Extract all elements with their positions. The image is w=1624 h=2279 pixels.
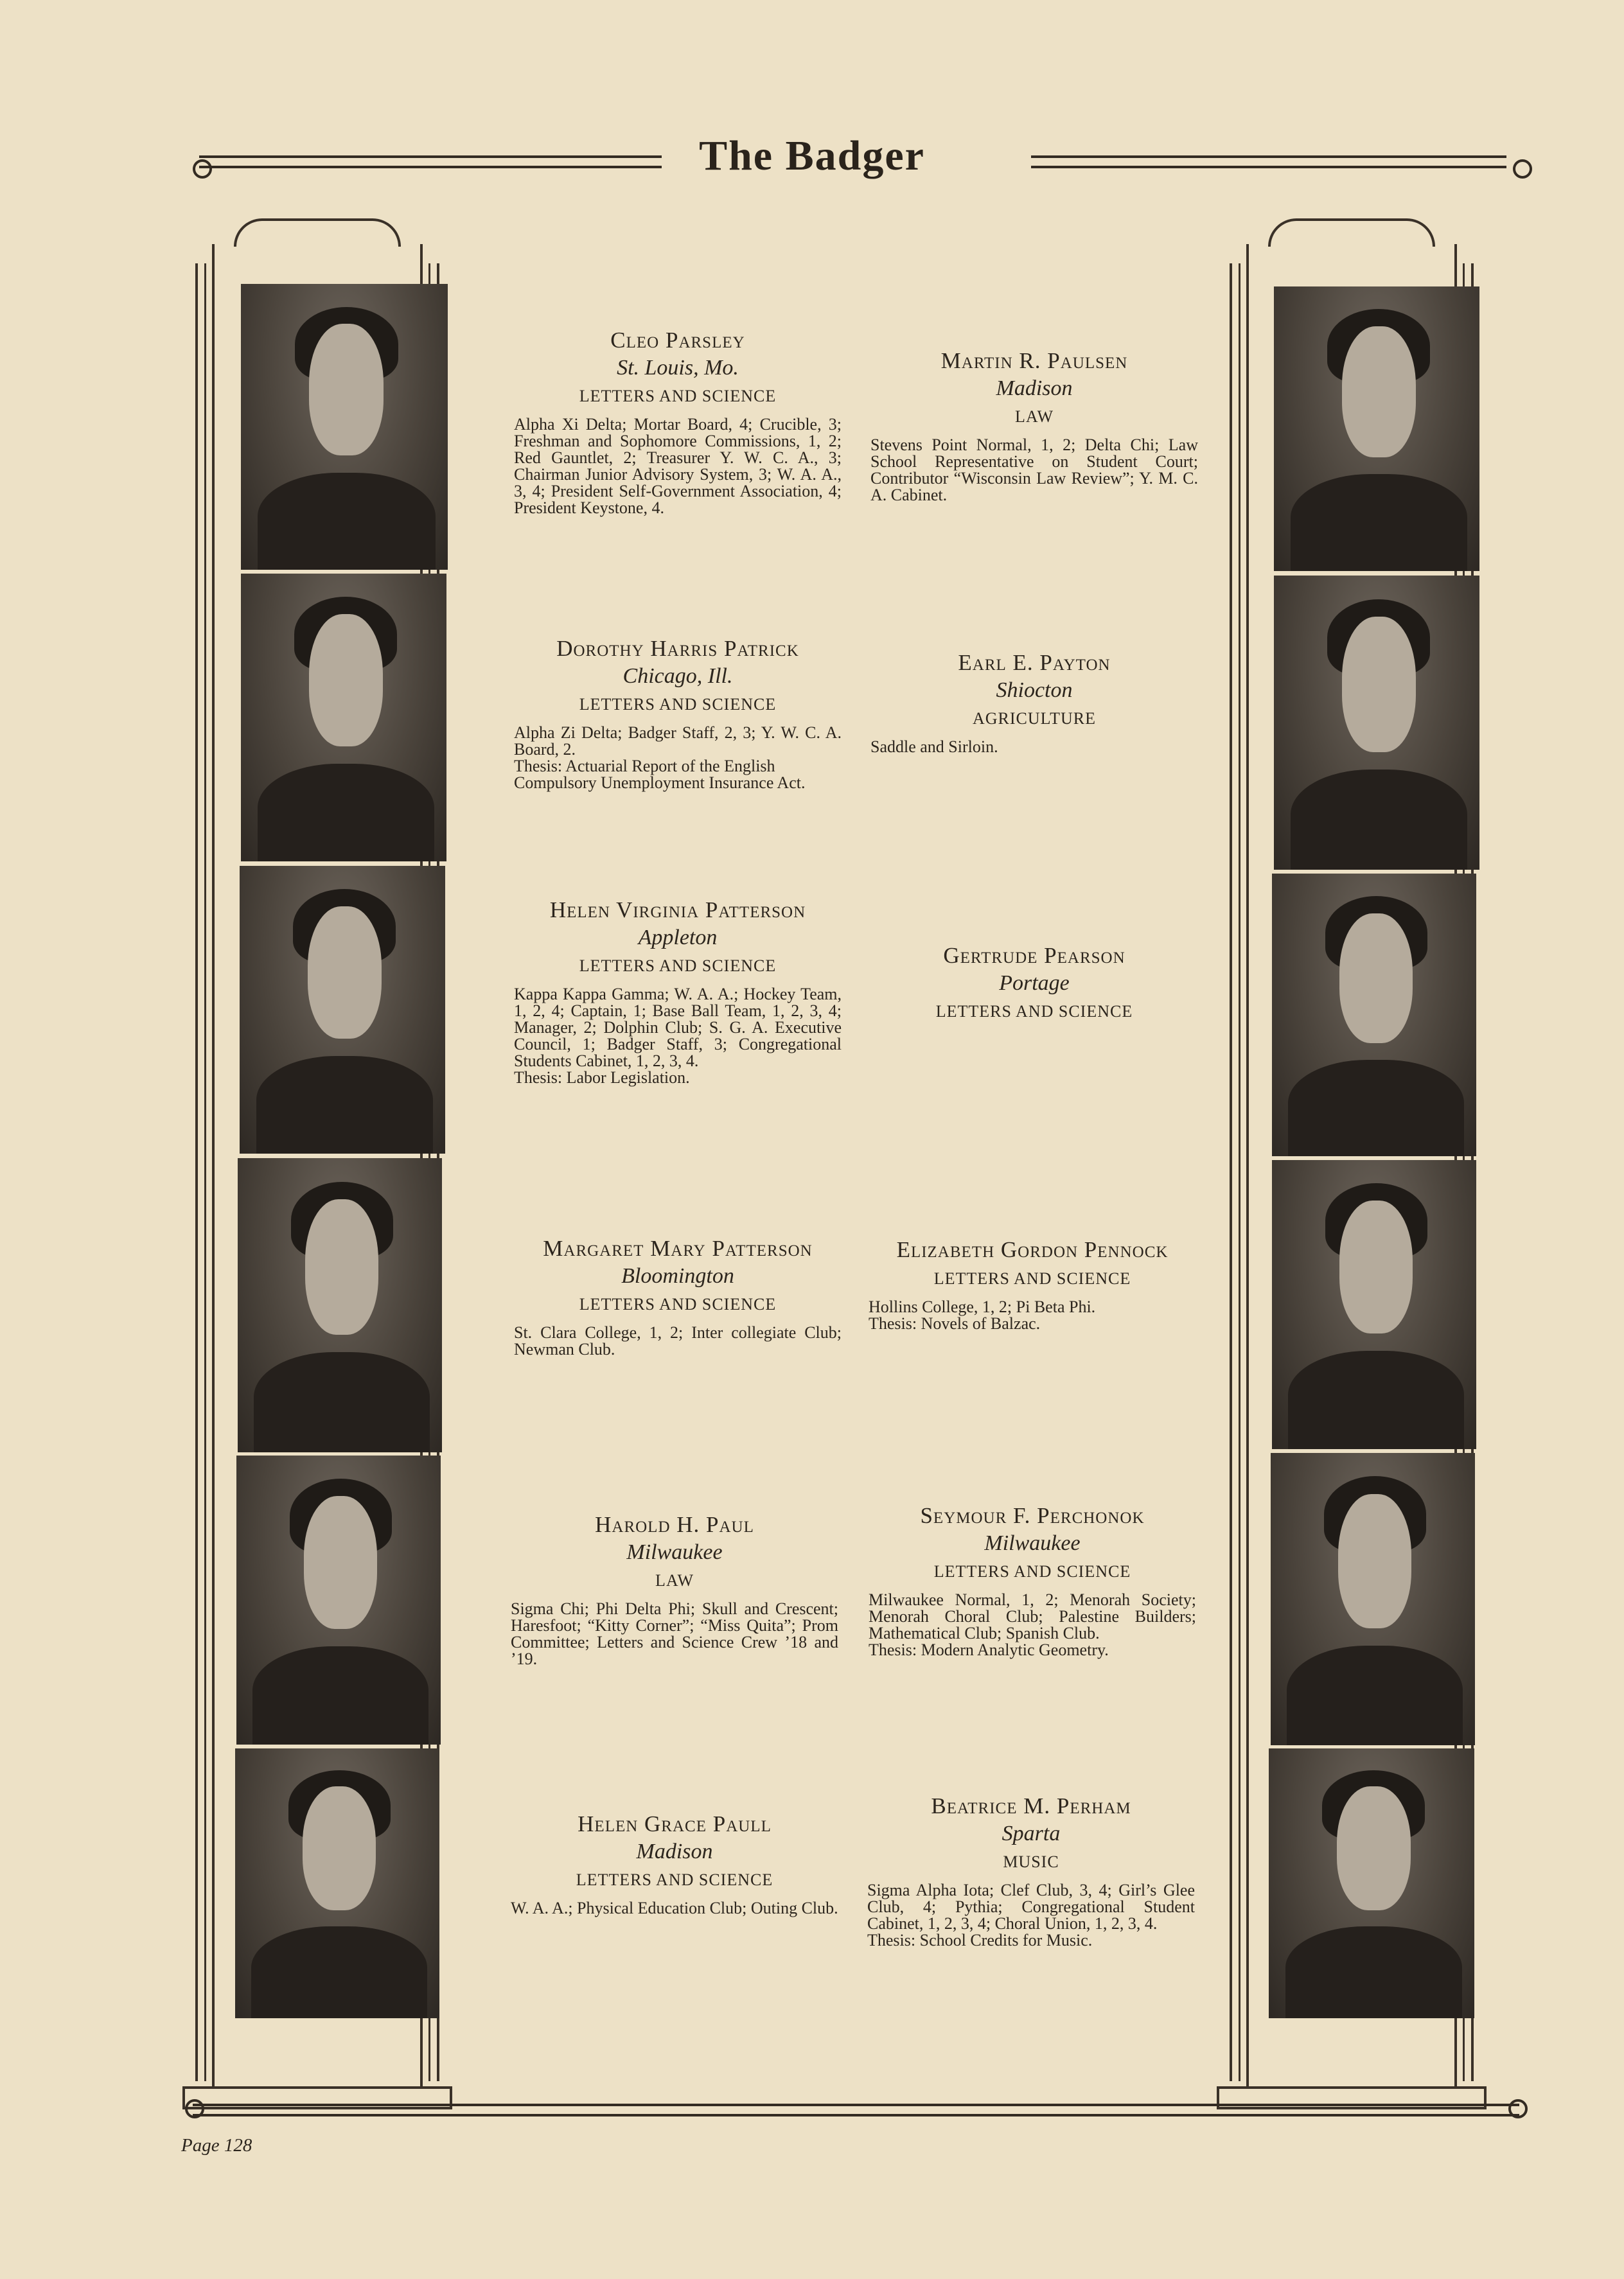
student-activities: W. A. A.; Physical Education Club; Outing Club. (511, 1899, 838, 1917)
student-name: Cleo Parsley (610, 328, 745, 353)
student-hometown: Appleton (638, 926, 718, 949)
student-name: Margaret Mary Patterson (543, 1236, 813, 1261)
student-hometown: Portage (999, 971, 1070, 995)
student-college: LETTERS AND SCIENCE (933, 1269, 1131, 1288)
student-hometown: Chicago, Ill. (622, 664, 733, 688)
student-college: LETTERS AND SCIENCE (579, 1295, 777, 1314)
student-hometown: Sparta (1002, 1822, 1061, 1845)
student-thesis: Thesis: Novels of Balzac. (869, 1314, 1041, 1333)
student-college: LETTERS AND SCIENCE (579, 956, 777, 975)
portrait-photo (240, 866, 445, 1154)
student-entry (869, 1236, 1196, 1332)
student-activities: Stevens Point Normal, 1, 2; Delta Chi; Law School Representative on Student Court; Contributor “Wisconsin Law Review”; Y. M. C. A. Cabinet. (870, 436, 1198, 504)
student-entry (870, 649, 1198, 755)
footer-rule (193, 2104, 1519, 2116)
student-activities: Alpha Xi Delta; Mortar Board, 4; Crucible, 3; Freshman and Sophomore Commissions, 1, 2; Red Gauntlet, 2; Treasurer Y. W. C. A., 3; Chairman Junior Advisory System, 3; W. A. A., 3, 4; President Self-Government Association, 4; President Keystone, 4. (514, 415, 842, 517)
student-entry (514, 896, 842, 1086)
portrait-photo (1271, 1453, 1475, 1745)
student-name: Harold H. Paul (595, 1512, 754, 1537)
portrait-photo (241, 574, 446, 861)
student-college: MUSIC (1003, 1852, 1059, 1871)
frame-cap (234, 218, 401, 247)
portrait-photo (1269, 1748, 1474, 2018)
student-name: Beatrice M. Perham (931, 1793, 1131, 1818)
student-hometown: Shiocton (996, 678, 1073, 702)
student-activities: Sigma Alpha Iota; Clef Club, 3, 4; Girl’s Glee Club, 4; Pythia; Congregational Student Cabinet, 1, 2, 3, 4; Choral Union, 1, 2, 3, 4. (867, 1881, 1195, 1933)
student-activities: Kappa Kappa Gamma; W. A. A.; Hockey Team, 1, 2, 4; Captain, 1; Base Ball Team, 1, 2, 3, 4; Manager, 2; Dolphin Club; S. G. A. Executive Council, 1; Badger Staff, 3; Congregational Students Cabinet, 1, 2, 3, 4. (514, 985, 842, 1070)
student-activities: Sigma Chi; Phi Delta Phi; Skull and Crescent; Haresfoot; “Kitty Corner”; “Miss Quita”; Prom Committee; Letters and Science Crew ’18 and ’19. (511, 1599, 838, 1668)
student-name: Gertrude Pearson (943, 943, 1125, 968)
student-thesis: Thesis: School Credits for Music. (867, 1931, 1093, 1949)
student-college: LETTERS AND SCIENCE (935, 1002, 1133, 1021)
student-name: Helen Grace Paull (578, 1811, 772, 1836)
page-title: The Badger (699, 132, 925, 179)
student-hometown: St. Louis, Mo. (617, 356, 739, 380)
portrait-photo (1274, 286, 1479, 571)
student-college: LETTERS AND SCIENCE (579, 387, 777, 405)
student-college: LAW (1014, 407, 1054, 426)
student-activities: Hollins College, 1, 2; Pi Beta Phi. (869, 1298, 1096, 1316)
student-thesis: Thesis: Labor Legislation. (514, 1068, 690, 1087)
student-thesis: Thesis: Modern Analytic Geometry. (869, 1641, 1109, 1659)
student-activities: St. Clara College, 1, 2; Inter collegiate Club; Newman Club. (514, 1323, 842, 1359)
student-entry (514, 326, 842, 516)
student-entry (870, 347, 1198, 504)
page-number: Page 128 (181, 2135, 252, 2156)
student-name: Elizabeth Gordon Pennock (896, 1237, 1169, 1262)
student-entry (514, 635, 842, 791)
portrait-photo (1272, 1160, 1476, 1449)
frame-cap (1268, 218, 1435, 247)
student-college: LETTERS AND SCIENCE (576, 1870, 773, 1889)
frame-rail (1230, 263, 1240, 2081)
student-name: Dorothy Harris Patrick (556, 636, 799, 661)
student-entry (514, 1235, 842, 1358)
portrait-photo (238, 1158, 442, 1452)
student-college: LETTERS AND SCIENCE (933, 1562, 1131, 1581)
student-name: Seymour F. Perchonok (920, 1503, 1145, 1528)
student-hometown: Madison (636, 1840, 713, 1863)
student-name: Earl E. Payton (958, 650, 1111, 675)
student-activities: Milwaukee Normal, 1, 2; Menorah Society; Menorah Choral Club; Palestine Builders; Mathematical Club; Spanish Club. (869, 1590, 1196, 1642)
student-name: Martin R. Paulsen (940, 348, 1128, 373)
scroll-flourish-icon (1508, 2099, 1528, 2118)
student-hometown: Bloomington (621, 1264, 734, 1288)
portrait-photo (241, 284, 448, 570)
student-name: Helen Virginia Patterson (549, 897, 806, 922)
student-entry (511, 1511, 838, 1667)
student-entry (867, 1792, 1195, 1949)
student-entry (870, 942, 1198, 1032)
portrait-photo (235, 1748, 439, 2018)
student-hometown: Madison (996, 376, 1073, 400)
frame-rail (195, 263, 206, 2081)
student-college: AGRICULTURE (972, 709, 1097, 728)
student-hometown: Milwaukee (984, 1531, 1081, 1555)
student-college: LETTERS AND SCIENCE (579, 695, 777, 714)
portrait-photo (1272, 874, 1476, 1156)
student-activities: Saddle and Sirloin. (870, 737, 998, 756)
portrait-photo (236, 1456, 441, 1745)
student-thesis: Thesis: Actuarial Report of the English Compulsory Unemployment Insurance Act. (514, 757, 806, 792)
header-rule-right (1031, 155, 1506, 168)
student-entry (869, 1502, 1196, 1659)
student-college: LAW (655, 1571, 694, 1590)
student-hometown: Milwaukee (626, 1540, 723, 1564)
student-activities: Alpha Zi Delta; Badger Staff, 2, 3; Y. W. C. A. Board, 2. (514, 723, 842, 759)
portrait-photo (1274, 576, 1479, 870)
student-entry (511, 1810, 838, 1917)
scroll-flourish-icon (1513, 159, 1532, 179)
